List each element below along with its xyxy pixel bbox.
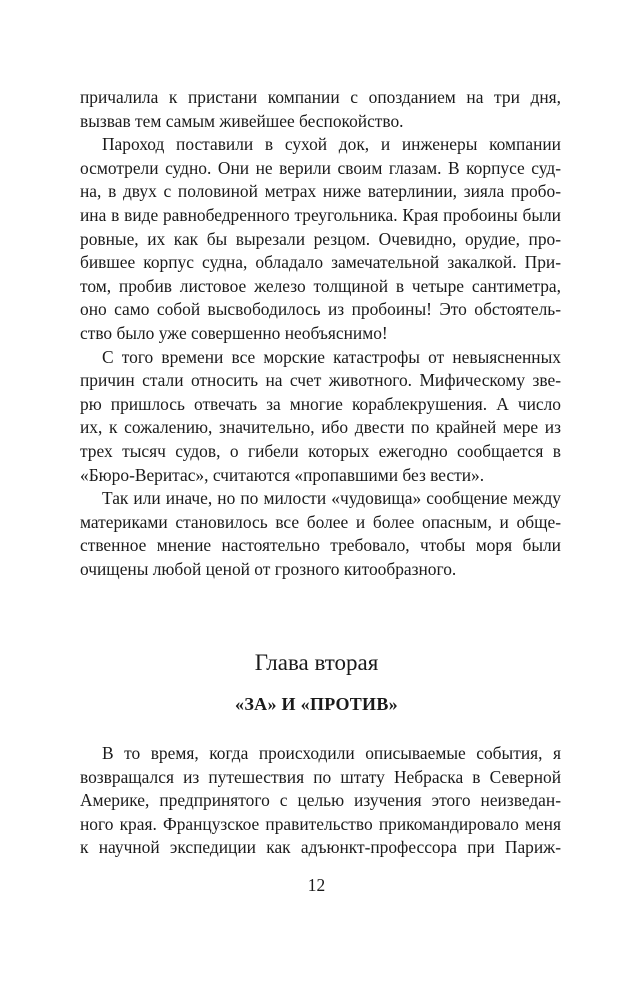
paragraph bbox=[80, 133, 561, 345]
text-line: на, в двух с половиной метрах ниже ватерлинии, зияла пробо- bbox=[80, 181, 561, 202]
chapter-title: Глава вторая bbox=[254, 650, 379, 675]
text-line: возвращался из путешествия по штату Небраска в Северной bbox=[80, 766, 561, 787]
text-line: бившее корпус судна, обладало замечательной закалкой. При- bbox=[80, 252, 561, 273]
text-line: ина в виде равнобедренного треугольника. Края пробоины были bbox=[80, 204, 561, 225]
text-line: трех тысяч судов, о гибели которых ежегодно сообщается в bbox=[80, 440, 561, 461]
paragraph bbox=[80, 487, 561, 581]
text-line: осмотрели судно. Они не верили своим глазам. В корпусе суд- bbox=[80, 157, 561, 178]
paragraph bbox=[80, 346, 561, 488]
text-line: том, пробив листовое железо толщиной в четыре сантиметра, bbox=[80, 275, 561, 296]
text-line: к научной экспедиции как адъюнкт-профессора при Париж- bbox=[80, 837, 561, 858]
text-line: причин стали относить на счет животного. Мифическому зве- bbox=[80, 370, 561, 391]
text-line: В то время, когда происходили описываемые события, я bbox=[102, 743, 561, 763]
text-line: оно само собой высвободилось из пробоины! Это обстоятель- bbox=[80, 299, 561, 320]
text-line: вызвав тем самым живейшее беспокойство. bbox=[80, 110, 404, 131]
body-text-top bbox=[80, 86, 561, 581]
text-line: ного края. Французское правительство прикомандировало меня bbox=[80, 813, 561, 834]
text-line: Так или иначе, но по милости «чудовища» сообщение между bbox=[102, 488, 561, 509]
text-line: очищены любой ценой от грозного китообразного. bbox=[80, 558, 457, 579]
text-line: материками становилось все более и более опасным, и обще- bbox=[80, 511, 561, 532]
body-text-bottom bbox=[80, 742, 561, 860]
text-line: «Бюро-Веритас», считаются «пропавшими без вести». bbox=[80, 464, 485, 485]
paragraph bbox=[80, 86, 561, 133]
text-line: рю пришлось отвечать за многие кораблекрушения. А число bbox=[80, 393, 561, 414]
text-line: причалила к пристани компании с опозданием на три дня, bbox=[80, 87, 561, 107]
text-line: ственное мнение настоятельно требовало, чтобы моря были bbox=[80, 535, 561, 556]
chapter-subtitle: «ЗА» И «ПРОТИВ» bbox=[235, 694, 398, 714]
page-number: 12 bbox=[307, 875, 326, 895]
text-line: Америке, предпринятого с целью изучения этого неизведан- bbox=[80, 790, 561, 811]
text-line: Пароход поставили в сухой док, и инженеры компании bbox=[102, 134, 561, 155]
text-line: С того времени все морские катастрофы от невыясненных bbox=[102, 346, 561, 367]
paragraph bbox=[80, 742, 561, 860]
text-line: их, к сожалению, значительно, ибо двести по крайней мере из bbox=[80, 417, 561, 438]
text-line: ство было уже совершенно необъяснимо! bbox=[80, 322, 388, 343]
text-line: ровные, их как бы вырезали резцом. Очевидно, орудие, про- bbox=[80, 228, 561, 249]
